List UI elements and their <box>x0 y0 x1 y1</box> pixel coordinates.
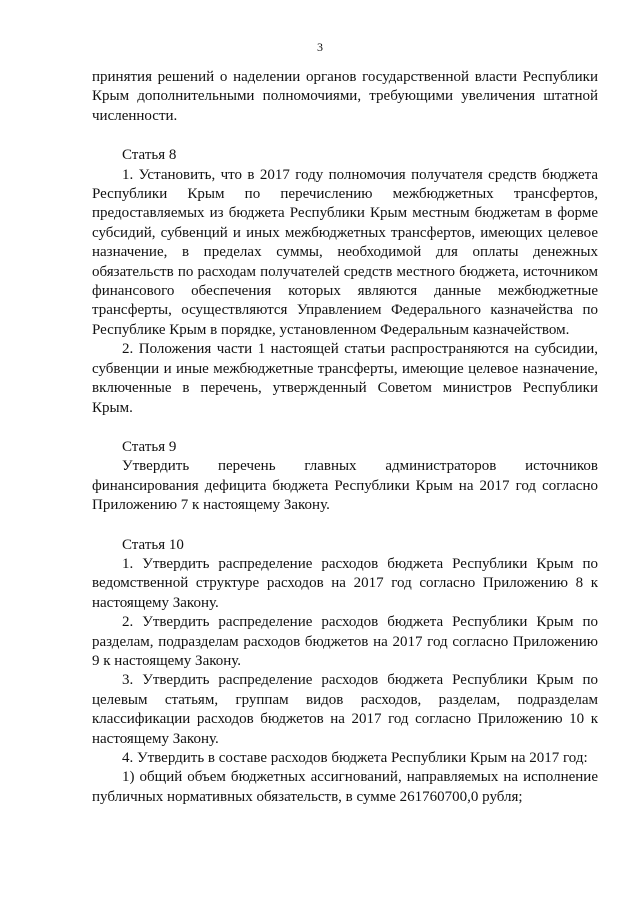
article-10-heading: Статья 10 <box>122 536 184 553</box>
article-8-part-2: 2. Положения части 1 настоящей статьи распространяются на субсидии, субвенции и иные межбюджетные трансферты, имеющие целевое назначение, включенные в перечень, утвержденный Советом министров Республики Крым. <box>92 341 598 416</box>
article-10-part-1: 1. Утвердить распределение расходов бюджета Республики Крым по ведомственной структуре расходов на 2017 год согласно Приложению 8 к настоящему Закону. <box>92 555 598 611</box>
article-10-part-3: 3. Утвердить распределение расходов бюджета Республики Крым по целевым статьям, группам видов расходов, разделам, подразделам классификации расходов бюджетов на 2017 год согласно Приложению 10 к настоящему Закону. <box>92 672 598 747</box>
intro-continuation-paragraph: принятия решений о наделении органов государственной власти Республики Крым дополнительными полномочиями, требующими увеличения штатной численности. <box>92 69 598 124</box>
article-8-heading: Статья 8 <box>122 147 177 164</box>
page-number: 3 <box>317 40 323 54</box>
article-10-part-4-item-1: 1) общий объем бюджетных ассигнований, направляемых на исполнение публичных нормативных обязательств, в сумме 261760700,0 рубля; <box>92 769 598 805</box>
article-10-part-2: 2. Утвердить распределение расходов бюджета Республики Крым по разделам, подразделам расходов бюджетов на 2017 год согласно Приложению 9 к настоящему Закону. <box>92 614 598 669</box>
article-9-heading: Статья 9 <box>122 438 177 455</box>
article-9-text: Утвердить перечень главных администраторов источников финансирования дефицита бюджета Республики Крым на 2017 год согласно Приложению 7 к настоящему Закону. <box>92 458 598 514</box>
article-10-part-4: 4. Утвердить в составе расходов бюджета Республики Крым на 2017 год: <box>122 750 588 766</box>
document-body <box>92 68 598 807</box>
article-8-part-1: 1. Установить, что в 2017 году полномочия получателя средств бюджета Республики Крым по перечислению межбюджетных трансфертов, предоставляемых из бюджета Республики Крым местным бюджетам в форме субсидий, субвенций и иных межбюджетных трансфертов, имеющих целевое назначение, в пределах суммы, необходимой для оплаты денежных обязательств по расходам получателей средств местного бюджета, источником финансового обеспечения которых являются данные межбюджетные трансферты, осуществляются Управлением Федерального казначейства по Республике Крым в порядке, установленном Федеральным казначейством. <box>92 166 598 338</box>
